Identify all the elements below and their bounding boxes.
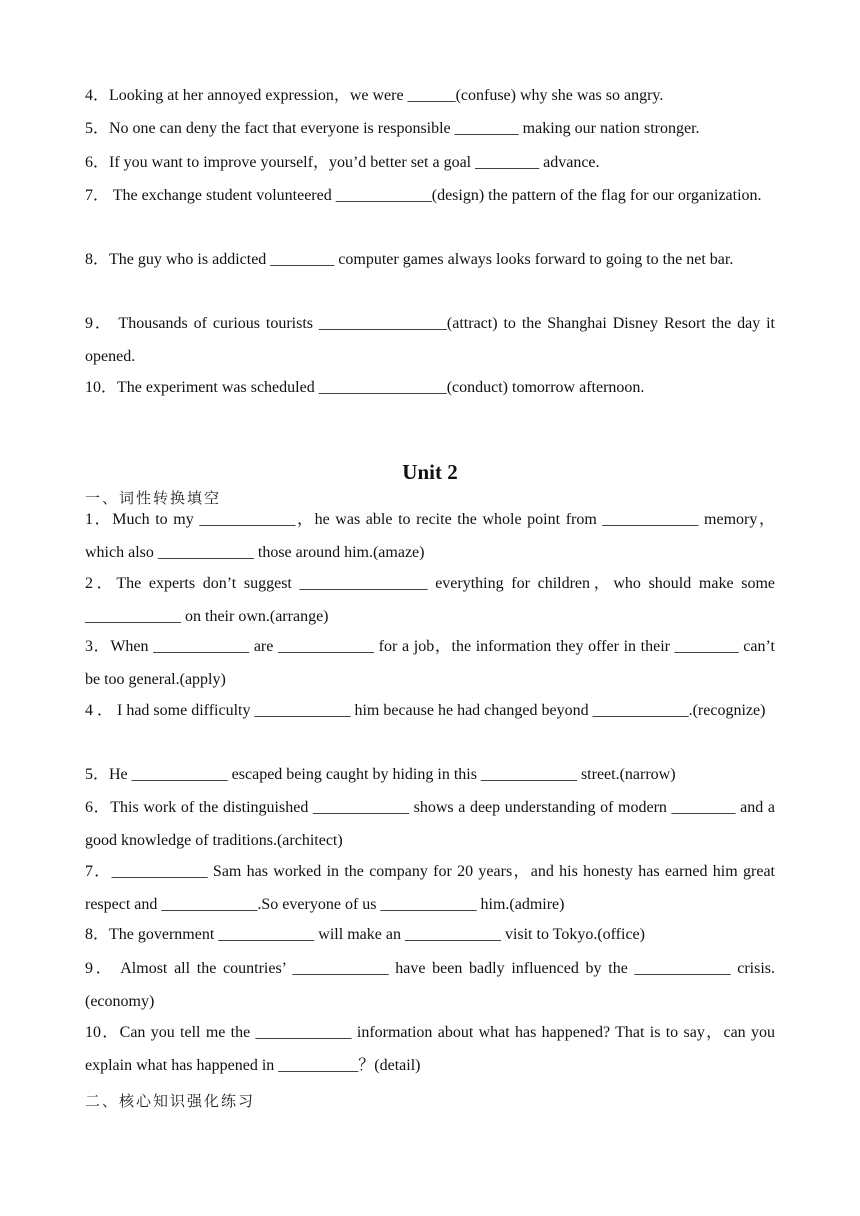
exercise-item-4: 4．Looking at her annoyed expression，we were ______(confuse) why she was so angry. <box>85 87 664 104</box>
word-form-item-7: 7．____________ Sam has worked in the company for 20 years，and his honesty has earned him great respect and ____________.So everyone of us ____________ him.(admire) <box>85 863 775 913</box>
exercise-item-5: 5．No one can deny the fact that everyone is responsible ________ making our nation stronger. <box>85 120 700 137</box>
unit-title: Unit 2 <box>402 460 458 484</box>
word-form-item-2: 2．The experts don’t suggest ________________ everything for children，who should make some ____________ on their own.(arrange) <box>85 575 775 625</box>
exercise-item-6: 6．If you want to improve yourself，you’d better set a goal ________ advance. <box>85 154 600 171</box>
word-form-item-4: 4 ． I had some difficulty ____________ him because he had changed beyond ____________.(recognize) <box>85 702 766 719</box>
word-form-item-6: 6．This work of the distinguished ____________ shows a deep understanding of modern ________ and a good knowledge of traditions.(architect) <box>85 799 775 849</box>
word-form-item-8: 8．The government ____________ will make an ____________ visit to Tokyo.(office) <box>85 926 645 943</box>
exercise-item-9: 9． Thousands of curious tourists ________________(attract) to the Shanghai Disney Resort the day it opened. <box>85 315 775 365</box>
section-title-word-forms: 一、词性转换填空 <box>85 489 222 507</box>
word-form-item-9: 9． Almost all the countries’ ____________ have been badly influenced by the ____________ crisis.(economy) <box>85 960 776 1010</box>
exercise-item-8: 8．The guy who is addicted ________ computer games always looks forward to going to the net bar. <box>85 251 734 268</box>
exercise-item-7: 7． The exchange student volunteered ____________(design) the pattern of the flag for our organization. <box>85 187 762 204</box>
exercise-item-10: 10．The experiment was scheduled ________________(conduct) tomorrow afternoon. <box>85 379 645 396</box>
word-form-item-5: 5．He ____________ escaped being caught by hiding in this ____________ street.(narrow) <box>85 766 676 783</box>
word-form-item-10: 10．Can you tell me the ____________ information about what has happened? That is to say，can you explain what has happened in __________？(detail) <box>85 1024 776 1074</box>
word-form-item-1: 1．Much to my ____________，he was able to recite the whole point from ____________ memory，which also ____________ those around him.(amaze) <box>85 511 775 561</box>
section-title-core-knowledge: 二、核心知识强化练习 <box>85 1092 256 1110</box>
word-form-item-3: 3．When ____________ are ____________ for a job，the information they offer in their ________ can’t be too general.(apply) <box>85 638 775 688</box>
